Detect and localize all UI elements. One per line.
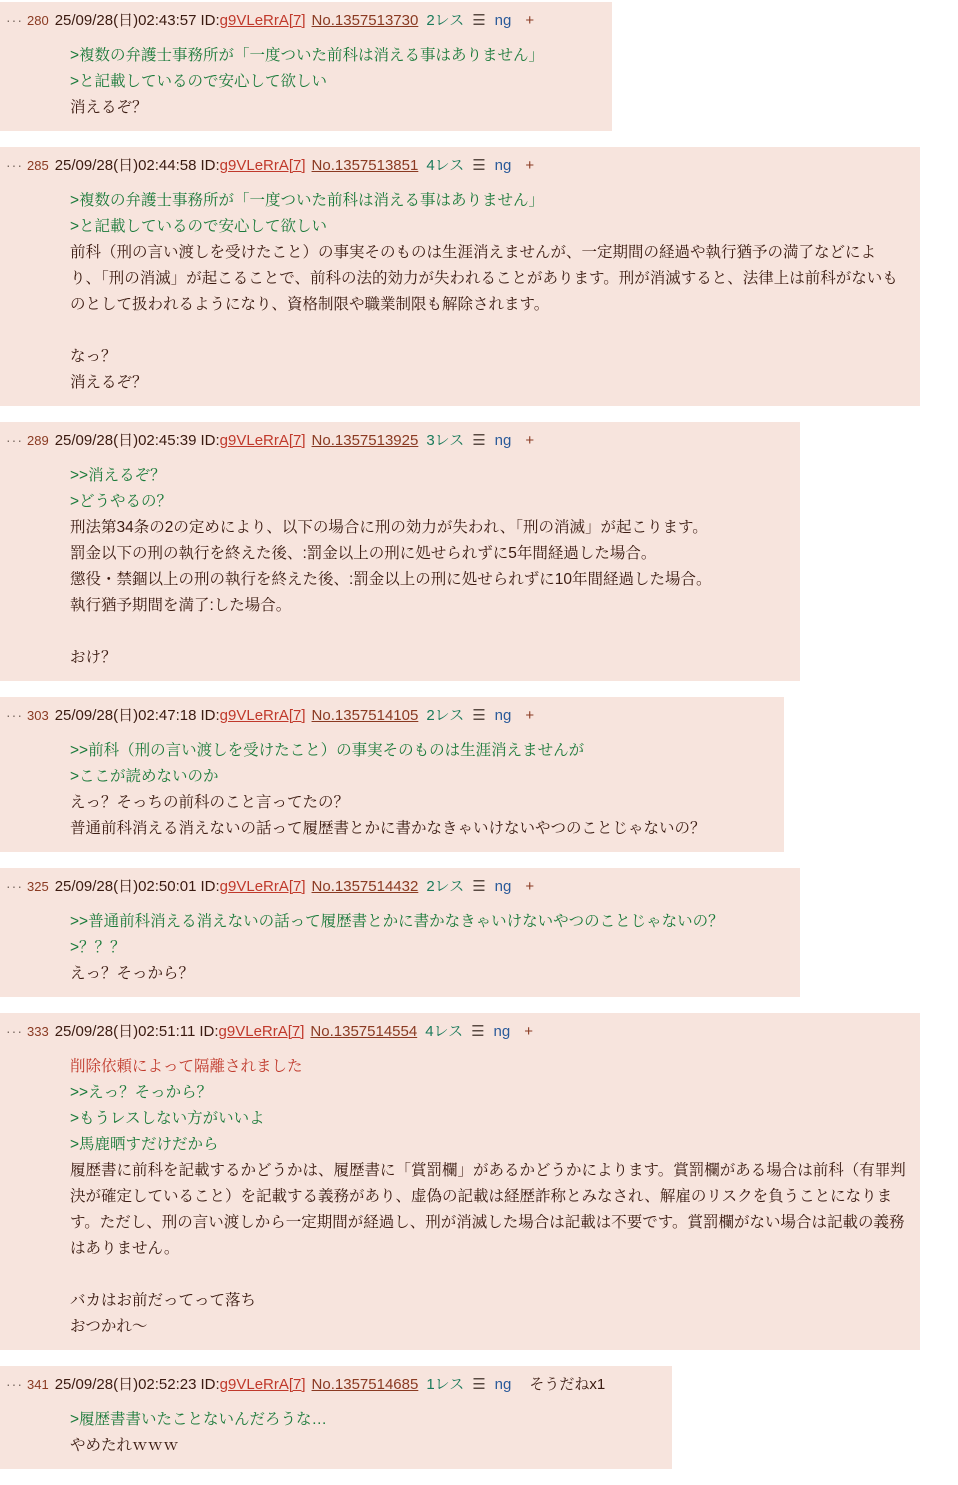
post-id-link[interactable]: g9VLeRrA[7] — [219, 878, 306, 895]
ng-button[interactable]: ng — [494, 12, 512, 29]
post-date: 25/09/28(日)02:43:57 — [54, 12, 197, 29]
post-id-label: ID: — [200, 878, 220, 895]
post-line: >と記載しているので安心して欲しい — [70, 73, 328, 90]
post-date: 25/09/28(日)02:51:11 — [54, 1023, 196, 1040]
post-reply-count: 4レス — [425, 1023, 464, 1040]
plus-icon[interactable]: + — [524, 1023, 533, 1040]
post-line: バカはお前だってって落ち — [70, 1292, 257, 1309]
post-line: 罰金以下の刑の執行を終えた後、:罰金以上の刑に処せられずに5年間経過した場合。 — [70, 545, 657, 562]
post-item — [0, 697, 784, 852]
post-number: 333 — [27, 1024, 49, 1039]
post-header — [0, 1019, 920, 1044]
post-line: 消えるぞ？ — [70, 99, 148, 116]
post-menu-dots-icon[interactable]: ··· — [6, 707, 23, 723]
ng-button[interactable]: ng — [493, 1023, 511, 1040]
post-body — [0, 33, 612, 121]
post-line: >履歴書書いたことないんだろうな… — [70, 1411, 328, 1428]
post-id-link[interactable]: g9VLeRrA[7] — [219, 157, 306, 174]
post-header — [0, 874, 800, 899]
post-reply-count: 2レス — [426, 707, 465, 724]
post-line: >>えっ？そっから？ — [70, 1084, 213, 1101]
post-item — [0, 1013, 920, 1350]
post-date: 25/09/28(日)02:47:18 — [54, 707, 197, 724]
post-menu-dots-icon[interactable]: ··· — [6, 12, 23, 28]
ng-button[interactable]: ng — [494, 878, 512, 895]
post-body — [0, 1397, 672, 1459]
post-reply-count: 1レス — [426, 1376, 465, 1393]
hamburger-menu-icon[interactable]: ☰ — [472, 432, 485, 449]
post-date: 25/09/28(日)02:52:23 — [54, 1376, 197, 1393]
plus-icon[interactable]: + — [525, 157, 535, 174]
post-item — [0, 868, 800, 997]
post-id-link[interactable]: g9VLeRrA[7] — [218, 1023, 305, 1040]
post-no-link[interactable]: No.1357513851 — [311, 157, 419, 174]
post-id-label: ID: — [200, 157, 220, 174]
post-line: 懲役・禁錮以上の刑の執行を終えた後、:罰金以上の刑に処せられずに10年間経過した場合。 — [70, 571, 712, 588]
post-line: >>普通前科消える消えないの話って履歴書とかに書かなきゃいけないやつのことじゃないの？ — [70, 913, 724, 930]
post-number: 325 — [27, 879, 49, 894]
plus-icon[interactable]: + — [525, 878, 535, 895]
post-body — [0, 728, 784, 842]
post-id-label: ID: — [199, 1023, 219, 1040]
post-blank-line — [70, 1262, 906, 1288]
post-line: >>前科（刑の言い渡しを受けたこと）の事実そのものは生涯消えませんが — [70, 742, 585, 759]
hamburger-menu-icon[interactable]: ☰ — [472, 1376, 485, 1393]
post-line: >複数の弁護士事務所が「一度ついた前科は消える事はありません」 — [70, 192, 545, 209]
post-header — [0, 8, 612, 33]
post-line: なっ？ — [70, 348, 117, 365]
post-line: 消えるぞ？ — [70, 374, 148, 391]
ng-button[interactable]: ng — [494, 1376, 512, 1393]
post-no-link[interactable]: No.1357513925 — [311, 432, 419, 449]
post-blank-line — [70, 619, 786, 645]
post-date: 25/09/28(日)02:50:01 — [54, 878, 197, 895]
post-body — [0, 1044, 920, 1340]
post-reply-count: 2レス — [426, 878, 465, 895]
post-body — [0, 453, 800, 671]
post-id-link[interactable]: g9VLeRrA[7] — [219, 1376, 306, 1393]
post-no-link[interactable]: No.1357514432 — [311, 878, 419, 895]
post-line: 執行猶予期間を満了:した場合。 — [70, 597, 292, 614]
plus-icon[interactable]: + — [525, 12, 535, 29]
hamburger-menu-icon[interactable]: ☰ — [471, 1023, 484, 1040]
post-number: 285 — [27, 158, 49, 173]
hamburger-menu-icon[interactable]: ☰ — [472, 12, 485, 29]
post-line: >>消えるぞ？ — [70, 467, 166, 484]
post-number: 280 — [27, 13, 49, 28]
post-line: おつかれ〜 — [70, 1318, 148, 1335]
post-line: >馬鹿晒すだけだから — [70, 1136, 219, 1153]
post-line: >複数の弁護士事務所が「一度ついた前科は消える事はありません」 — [70, 47, 545, 64]
ng-button[interactable]: ng — [494, 707, 512, 724]
post-date: 25/09/28(日)02:44:58 — [54, 157, 197, 174]
post-menu-dots-icon[interactable]: ··· — [6, 878, 23, 894]
post-line: >と記載しているので安心して欲しい — [70, 218, 328, 235]
post-date: 25/09/28(日)02:45:39 — [54, 432, 197, 449]
post-item — [0, 1366, 672, 1469]
post-reply-count: 4レス — [426, 157, 465, 174]
post-id-label: ID: — [200, 12, 220, 29]
hamburger-menu-icon[interactable]: ☰ — [472, 707, 485, 724]
post-line: 履歴書に前科を記載するかどうかは、履歴書に「賞罰欄」があるかどうかによります。賞罰欄がある場合は前科（有罪判決が確定していること）を記載する義務があり、虚偽の記載は経歴詐称とみなされ、解雇のリスクを負うことになります。ただし、刑の言い渡しから一定期間が経過し、刑が消滅した場合は記載は不要です。賞罰欄がない場合は記載の義務はありません。 — [70, 1162, 906, 1257]
post-no-link[interactable]: No.1357513730 — [311, 12, 419, 29]
post-number: 341 — [27, 1377, 49, 1392]
post-no-link[interactable]: No.1357514105 — [311, 707, 419, 724]
hamburger-menu-icon[interactable]: ☰ — [472, 878, 485, 895]
post-header — [0, 1372, 672, 1397]
post-body — [0, 899, 800, 987]
post-no-link[interactable]: No.1357514685 — [311, 1376, 419, 1393]
post-id-link[interactable]: g9VLeRrA[7] — [219, 707, 306, 724]
post-line: えっ？そっちの前科のこと言ってたの？ — [70, 794, 350, 811]
post-id-label: ID: — [200, 707, 220, 724]
post-menu-dots-icon[interactable]: ··· — [6, 432, 23, 448]
post-line: >ここが読めないのか — [70, 768, 219, 785]
ng-button[interactable]: ng — [494, 432, 512, 449]
post-deleted-notice: 削除依頼によって隔離されました — [70, 1058, 303, 1075]
post-line: えっ？そっから？ — [70, 965, 195, 982]
post-line: おけ？ — [70, 649, 117, 666]
hamburger-menu-icon[interactable]: ☰ — [472, 157, 485, 174]
post-line: >？？？ — [70, 939, 126, 956]
post-id-link[interactable]: g9VLeRrA[7] — [219, 432, 306, 449]
post-reply-count: 3レス — [426, 432, 465, 449]
post-line: >もうレスしない方がいいよ — [70, 1110, 265, 1127]
post-menu-dots-icon[interactable]: ··· — [6, 1023, 23, 1039]
post-item — [0, 422, 800, 681]
post-id-label: ID: — [200, 432, 220, 449]
post-line: >どうやるの？ — [70, 493, 173, 510]
post-number: 289 — [27, 433, 49, 448]
post-item — [0, 2, 612, 131]
soudane-count: そうだねx1 — [529, 1376, 606, 1393]
post-id-label: ID: — [200, 1376, 220, 1393]
post-line: 普通前科消える消えないの話って履歴書とかに書かなきゃいけないやつのことじゃないの？ — [70, 820, 706, 837]
plus-icon[interactable]: + — [525, 432, 535, 449]
post-header — [0, 703, 784, 728]
post-line: やめたれｗｗｗ — [70, 1437, 179, 1454]
post-menu-dots-icon[interactable]: ··· — [6, 1376, 23, 1392]
plus-icon[interactable]: + — [525, 707, 535, 724]
post-header — [0, 153, 920, 178]
post-number: 303 — [27, 708, 49, 723]
post-item — [0, 147, 920, 406]
post-reply-count: 2レス — [426, 12, 465, 29]
post-body — [0, 178, 920, 396]
post-line: 刑法第34条の2の定めにより、以下の場合に刑の効力が失われ、「刑の消滅」が起こります。 — [70, 519, 708, 536]
post-header — [0, 428, 800, 453]
post-no-link[interactable]: No.1357514554 — [310, 1023, 418, 1040]
post-id-link[interactable]: g9VLeRrA[7] — [219, 12, 306, 29]
ng-button[interactable]: ng — [494, 157, 512, 174]
post-menu-dots-icon[interactable]: ··· — [6, 157, 23, 173]
post-blank-line — [70, 318, 906, 344]
post-line: 前科（刑の言い渡しを受けたこと）の事実そのものは生涯消えませんが、一定期間の経過や執行猶予の満了などにより、「刑の消滅」が起こることで、前科の法的効力が失われることがあります。刑が消滅すると、法律上は前科がないものとして扱われるようになり、資格制限や職業制限も解除されます。 — [70, 244, 898, 313]
